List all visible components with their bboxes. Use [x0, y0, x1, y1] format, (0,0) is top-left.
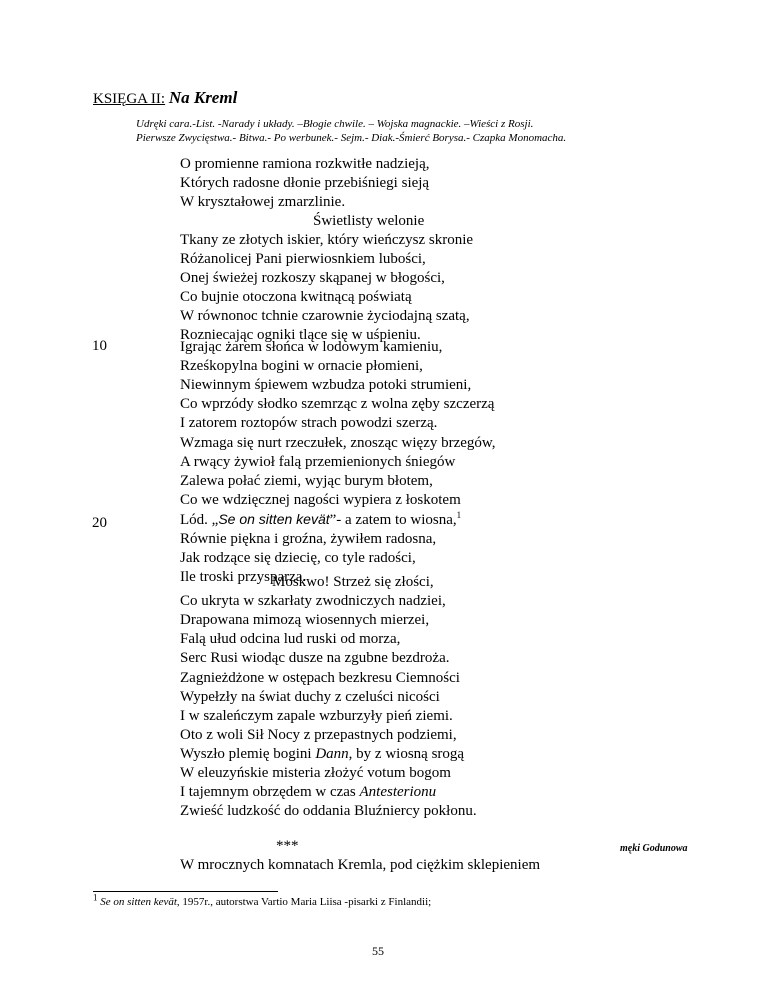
stanza-3 — [180, 434, 496, 587]
verse-line: Których radosne dłonie przebiśniegi sieją — [180, 175, 430, 191]
verse-line: Zwieść ludzkość do oddania Bluźniercy pokłonu. — [180, 803, 477, 819]
verse-line: Wzmaga się nurt rzeczułek, znosząc więzy brzegów, — [180, 435, 496, 451]
chapter-summary — [136, 117, 566, 145]
section-separator: *** — [276, 838, 299, 854]
margin-note: męki Godunowa — [620, 843, 688, 854]
chapter-heading — [93, 88, 237, 108]
verse-line: Rześkopylna bogini w ornacie płomieni, — [180, 358, 423, 374]
verse-line: I w szaleńczym zapale wzburzyły pień ziemi. — [180, 708, 453, 724]
verse-line — [180, 510, 496, 530]
verse-line: Tkany ze złotych iskier, który wieńczysz skronie — [180, 232, 474, 248]
stanza-1 — [180, 155, 473, 345]
line-number-20: 20 — [92, 515, 107, 531]
verse-line: Różanolicej Pani pierwiosnkiem lubości, — [180, 251, 426, 267]
verse-text: Lód. „ — [180, 512, 219, 528]
stanza-5 — [180, 669, 477, 821]
verse-line — [180, 783, 477, 802]
summary-line: Udręki cara.-List. -Narady i układy. –Błogie chwile. – Wojska magnackie. –Wieści z Rosji. — [136, 118, 534, 130]
verse-line: A rwący żywioł falą przemienionych śniegów — [180, 454, 456, 470]
verse-line: W kryształowej zmarzlinie. — [180, 194, 346, 210]
verse-line: Co wprzódy słodko szemrząc z wolna zęby szczerzą — [180, 396, 495, 412]
footnote-text: , 1957r., autorstwa Vartio Maria Liisa -pisarki z Finlandii; — [176, 896, 432, 908]
verse-line: Wypełzły na świat duchy z czeluści nicości — [180, 689, 440, 705]
verse-line: Ile troski przysparza. — [180, 569, 307, 585]
verse-line: Igrając żarem słońca w lodowym kamieniu, — [180, 339, 443, 355]
verse-line: W eleuzyńskie misteria złożyć votum bogom — [180, 765, 451, 781]
verse-line: O promienne ramiona rozkwitłe nadzieją, — [180, 156, 430, 172]
footnote-divider — [93, 891, 278, 892]
line-number-10: 10 — [92, 338, 107, 354]
verse-line: Co we wdzięcznej nagości wypiera z łoskotem — [180, 492, 461, 508]
verse-line: Równie piękna i groźna, żywiłem radosna, — [180, 531, 437, 547]
quoted-title: Se on sitten kevät — [218, 511, 330, 527]
stanza-2 — [180, 338, 494, 433]
verse-text: Wyszło plemię bogini — [180, 746, 316, 762]
verse-line: Moskwo! Strzeż się złości, — [272, 574, 434, 590]
stanza-4 — [180, 573, 449, 668]
verse-line: Drapowana mimozą wiosennych mierzei, — [180, 612, 430, 628]
footnote-mark: 1 — [93, 892, 98, 903]
verse-line: Niewinnym śpiewem wzbudza potoki strumieni, — [180, 377, 472, 393]
verse-line: Co bujnie otoczona kwitnącą poświatą — [180, 289, 412, 305]
verse-line: Zagnieżdżone w ostępach bezkresu Ciemności — [180, 670, 460, 686]
verse-line: Świetlisty welonie — [313, 213, 425, 229]
verse-line: W równonoc tchnie czarownie życiodajną szatą, — [180, 308, 470, 324]
verse-line: I zatorem roztopów strach powodzi szerzą. — [180, 415, 438, 431]
verse-text: I tajemnym obrzędem w czas — [180, 784, 360, 800]
chapter-title: Na Kreml — [168, 88, 238, 107]
verse-line: Falą ułud odcina lud ruski od morza, — [180, 631, 401, 647]
verse-line: Onej świeżej rozkoszy skąpanej w błogości, — [180, 270, 445, 286]
verse-text: ”- a zatem to wiosna, — [329, 512, 457, 528]
verse-line: W mrocznych komnatach Kremla, pod ciężkim sklepieniem — [180, 857, 541, 873]
verse-line: Rozniecając ogniki tlące się w uśpieniu. — [180, 327, 421, 343]
verse-line: Oto z woli Sił Nocy z przepastnych podziemi, — [180, 727, 457, 743]
verse-line: Zalewa połać ziemi, wyjąc burym błotem, — [180, 473, 433, 489]
italic-name: Dann — [315, 746, 349, 762]
footnote-title: Se on sitten kevät — [100, 896, 177, 908]
italic-name: Antesterionu — [359, 784, 437, 800]
verse-line: Co ukryta w szkarłaty zwodniczych nadziei, — [180, 593, 446, 609]
verse-line: Jak rodzące się dziecię, co tyle radości, — [180, 550, 416, 566]
footnote — [93, 892, 432, 908]
verse-text: , by z wiosną srogą — [348, 746, 465, 762]
chapter-prefix: KSIĘGA II: — [93, 91, 166, 107]
page-number: 55 — [372, 944, 384, 958]
footnote-ref: 1 — [456, 510, 462, 520]
summary-line: Pierwsze Zwycięstwa.- Bitwa.- Po werbunek.- Sejm.- Diak.-Śmierć Borysa.- Czapka Monomacha. — [136, 132, 567, 144]
verse-line: Serc Rusi wiodąc dusze na zgubne bezdroża. — [180, 650, 450, 666]
verse-line — [180, 745, 477, 764]
